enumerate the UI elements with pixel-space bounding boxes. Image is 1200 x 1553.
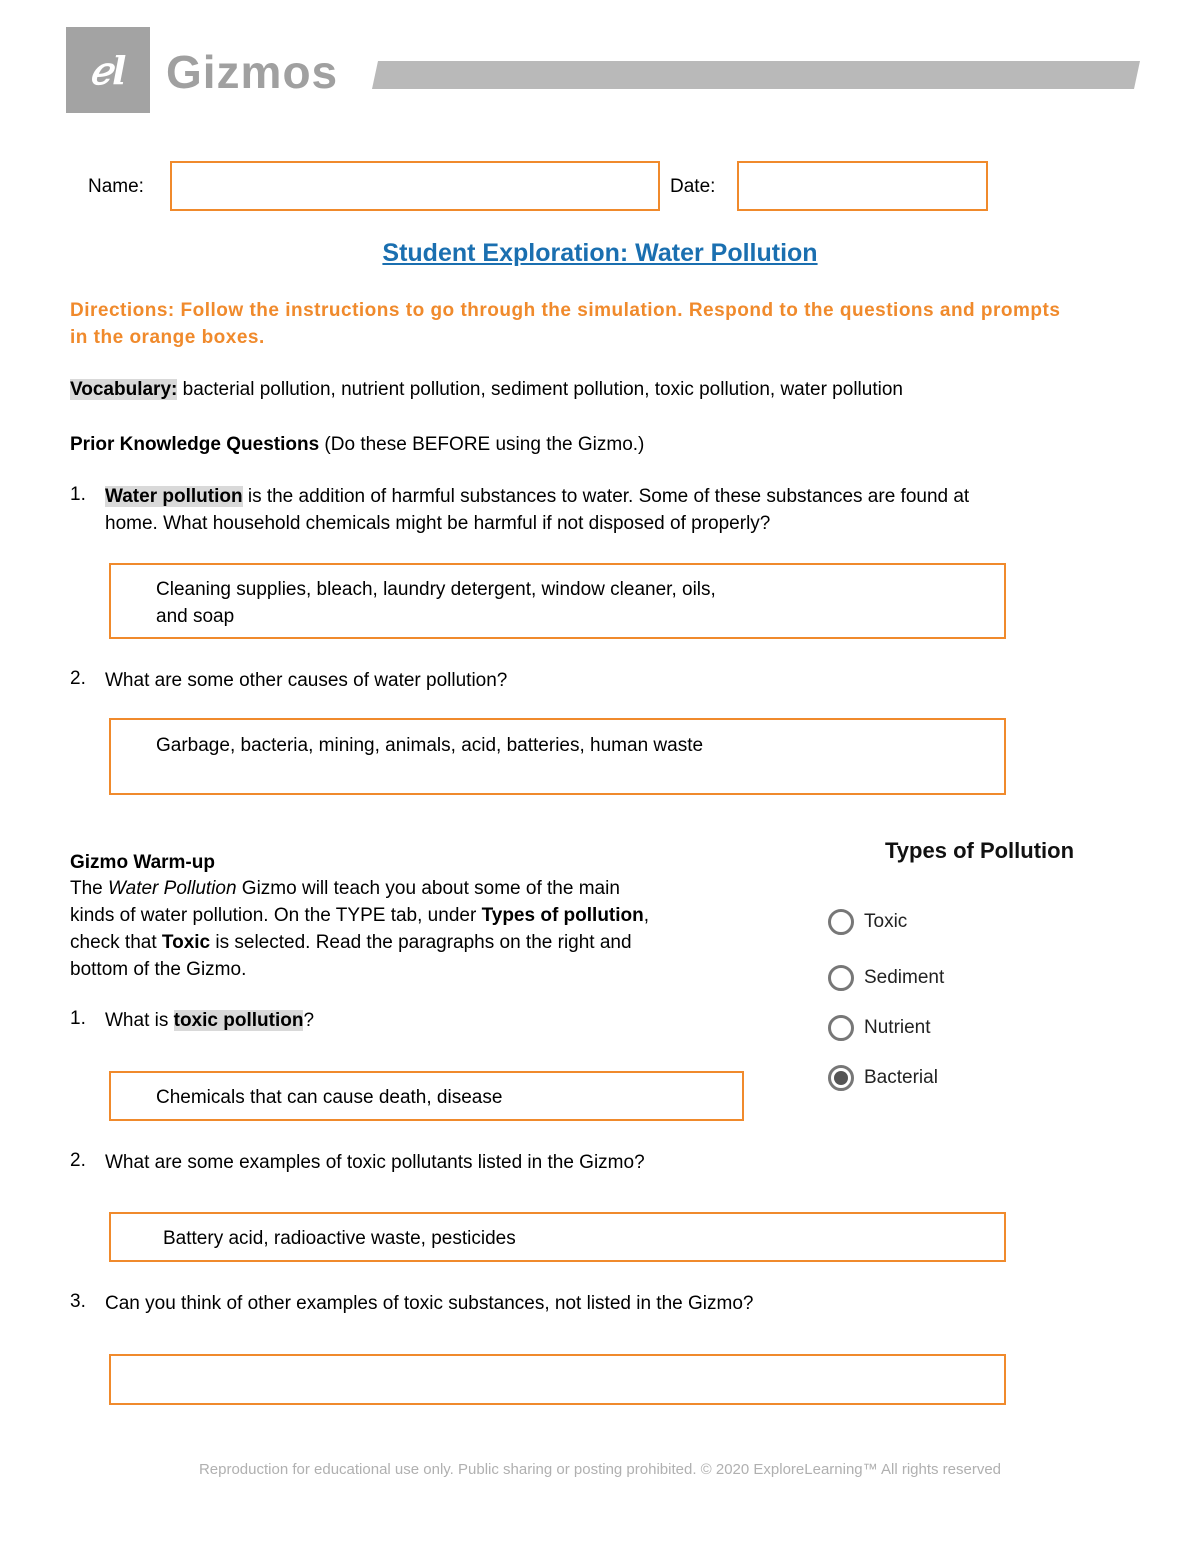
warmup-line3b: is selected. Read the paragraphs on the right and xyxy=(210,932,632,953)
prior-knowledge-heading xyxy=(70,431,644,458)
prior-q1-answer-line2: and soap xyxy=(156,606,235,627)
gizmos-brand: Gizmos xyxy=(166,46,339,98)
warmup-line2-bold: Types of pollution xyxy=(481,905,644,926)
radio-toxic-label: Toxic xyxy=(864,911,908,932)
footer-copyright: Reproduction for educational use only. Public sharing or posting prohibited. © 2020 ExploreLearning™ All rights reserved xyxy=(198,1461,1002,1478)
prior-q1-term: Water pollution xyxy=(105,486,243,507)
vocabulary-terms: bacterial pollution, nutrient pollution, sediment pollution, toxic pollution, water pollution xyxy=(177,379,903,400)
radio-toxic-circle[interactable] xyxy=(828,909,854,935)
warmup-line2a: kinds of water pollution. On the TYPE tab, under xyxy=(70,905,482,926)
warmup-line2b: , xyxy=(643,905,650,926)
date-field[interactable] xyxy=(737,161,988,211)
warmup-q1-number: 1. xyxy=(70,1008,86,1029)
warmup-line3a: check that xyxy=(70,932,162,953)
radio-bacterial-circle[interactable] xyxy=(828,1065,854,1091)
vocabulary-label: Vocabulary: xyxy=(70,379,178,400)
radio-nutrient-label: Nutrient xyxy=(864,1017,931,1038)
warmup-q1-answer: Chemicals that can cause death, disease xyxy=(156,1087,503,1108)
warmup-q1-text xyxy=(105,1007,314,1034)
header-bar xyxy=(372,61,1140,89)
warmup-q3-number: 3. xyxy=(70,1291,86,1312)
warmup-q3-answer-box[interactable] xyxy=(109,1354,1006,1405)
radio-sediment-label: Sediment xyxy=(864,967,945,988)
radio-nutrient-circle[interactable] xyxy=(828,1015,854,1041)
prior-q1-line1: is the addition of harmful substances to water. Some of these substances are found at xyxy=(242,486,970,507)
name-label: Name: xyxy=(88,176,144,197)
explorelearning-logo xyxy=(66,27,150,113)
warmup-q2-number: 2. xyxy=(70,1150,86,1171)
warmup-q1-pre: What is xyxy=(105,1010,174,1031)
prior-q2-number: 2. xyxy=(70,668,86,689)
date-label: Date: xyxy=(670,176,716,197)
warmup-the: The xyxy=(70,878,109,899)
warmup-gizmo-name: Water Pollution xyxy=(108,878,237,899)
warmup-line3-bold: Toxic xyxy=(161,932,211,953)
types-of-pollution-title: Types of Pollution xyxy=(885,838,1075,863)
warmup-q3-text: Can you think of other examples of toxic substances, not listed in the Gizmo? xyxy=(105,1293,754,1314)
prior-heading-text: Prior Knowledge Questions xyxy=(70,434,320,455)
radio-toxic[interactable] xyxy=(828,909,907,935)
name-field[interactable] xyxy=(170,161,660,211)
radio-sediment[interactable] xyxy=(828,965,944,991)
radio-sediment-circle[interactable] xyxy=(828,965,854,991)
prior-q2-answer-box[interactable] xyxy=(109,718,1006,795)
prior-q2-answer: Garbage, bacteria, mining, animals, acid, batteries, human waste xyxy=(156,735,704,756)
vocabulary xyxy=(70,376,1130,403)
prior-q1-answer-box[interactable] xyxy=(109,563,1006,639)
prior-q1-line2: home. What household chemicals might be harmful if not disposed of properly? xyxy=(105,513,771,534)
page-title: Student Exploration: Water Pollution xyxy=(382,239,818,267)
warmup-line4: bottom of the Gizmo. xyxy=(70,959,247,980)
warmup-q1-post: ? xyxy=(303,1010,315,1031)
warmup-q2-text: What are some examples of toxic pollutants listed in the Gizmo? xyxy=(105,1152,645,1173)
warmup-q2-answer: Battery acid, radioactive waste, pesticides xyxy=(163,1228,516,1249)
radio-nutrient[interactable] xyxy=(828,1015,931,1041)
warmup-q1-term: toxic pollution xyxy=(173,1010,304,1031)
radio-selected-dot xyxy=(834,1071,848,1085)
prior-q2-text: What are some other causes of water pollution? xyxy=(105,670,508,691)
logo-glyph: ℯl xyxy=(89,47,127,93)
prior-q1-number: 1. xyxy=(70,484,86,505)
prior-q1-text xyxy=(105,483,1115,537)
warmup-line1: Gizmo will teach you about some of the main xyxy=(236,878,620,899)
radio-bacterial-label: Bacterial xyxy=(864,1067,938,1088)
directions: Directions: Follow the instructions to go through the simulation. Respond to the questions and prompts in the orange boxes. xyxy=(70,300,1061,348)
warmup-heading: Gizmo Warm-up xyxy=(70,852,215,873)
prior-q1-answer-line1: Cleaning supplies, bleach, laundry detergent, window cleaner, oils, xyxy=(156,579,716,600)
warmup-paragraph xyxy=(70,875,790,983)
warmup-q1-answer-box[interactable] xyxy=(109,1071,744,1121)
radio-bacterial[interactable] xyxy=(828,1065,938,1091)
prior-heading-note: (Do these BEFORE using the Gizmo.) xyxy=(319,434,645,455)
warmup-q2-answer-box[interactable] xyxy=(109,1212,1006,1262)
